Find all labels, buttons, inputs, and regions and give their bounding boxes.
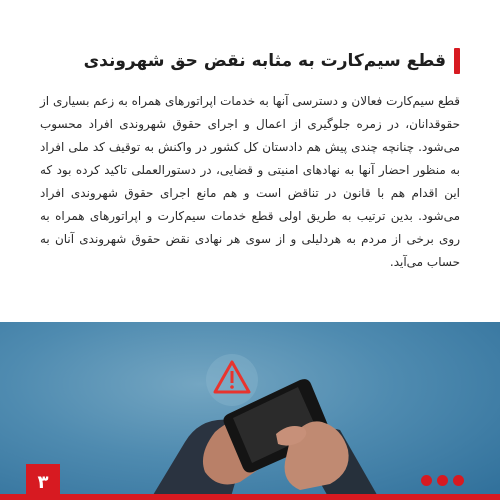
bottom-accent-strip (0, 494, 500, 500)
dot-icon (437, 475, 448, 486)
hero-photo (0, 322, 500, 500)
title-block (40, 48, 460, 74)
article-body: قطع سیم‌کارت فعالان و دسترسی آنها به خدمات اپراتورهای همراه به زعم بسیاری از حقوقدانان، در زمره جلوگیری از اعمال و اجرای حقوق شهروندی افراد محسوب می‌شود. چنانچه چندی پیش هم دادستان کل کشور در واکنش به توقیف کد ملی افراد به منظور احضار آنها به نهادهای امنیتی و قضایی، در دستورالعملی تاکید کرده بود که این اقدام هم با قانون در تناقض است و هم مانع اجرای حقوق شهروندی افراد می‌شود. بدین ترتیب به طریق اولی قطع خدمات سیم‌کارت و اپراتورهای همراه به روی برخی از مردم به هردلیلی و از سوی هر نهادی نقض حقوق شهروندی آنان به حساب می‌آید. (40, 94, 460, 269)
decorative-dots (421, 475, 464, 486)
title-accent-bar (454, 48, 460, 74)
photo-illustration (0, 322, 500, 500)
dot-icon (453, 475, 464, 486)
dot-icon (421, 475, 432, 486)
page-number-badge: ۳ (26, 464, 60, 500)
article-title: قطع سیم‌کارت به مثابه نقض حق شهروندی (83, 51, 446, 71)
